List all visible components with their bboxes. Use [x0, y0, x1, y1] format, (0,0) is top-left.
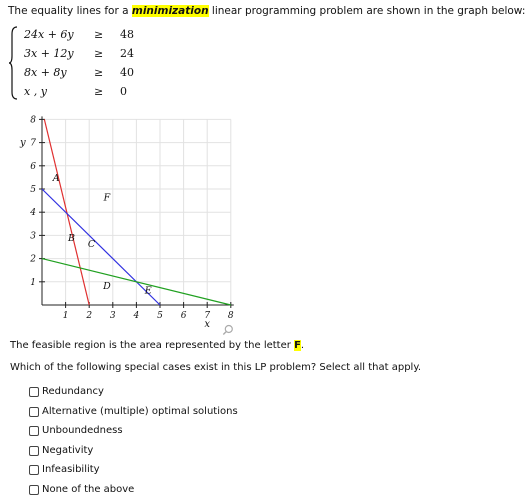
region-label-d: D — [103, 280, 111, 292]
x-tick-label: 6 — [180, 311, 187, 321]
constraint-row-4 — [24, 85, 127, 98]
constraint-op: ≥ — [94, 47, 104, 60]
constraint-lhs: x , y — [24, 85, 47, 98]
region-label-b: B — [68, 233, 75, 245]
constraint-system — [8, 26, 158, 102]
magnifier-icon — [225, 326, 232, 333]
region-label-e: E — [144, 285, 152, 297]
feasible-letter: F — [294, 340, 301, 351]
x-tick-label: 3 — [109, 311, 116, 321]
x-tick-label: 1 — [62, 311, 69, 321]
y-tick-label: 3 — [30, 231, 36, 242]
x-tick-label: 7 — [204, 311, 211, 321]
x-axis-label: x — [204, 319, 211, 330]
checkbox[interactable] — [29, 387, 39, 397]
constraint-lhs: 8x + 8y — [24, 66, 67, 79]
checkbox[interactable] — [29, 465, 39, 475]
lp-graph — [18, 105, 248, 340]
region-label-a: A — [52, 172, 60, 184]
brace-icon — [8, 26, 18, 100]
option-unboundedness[interactable] — [29, 425, 123, 436]
intro-before: The equality lines for a — [8, 5, 132, 17]
checkbox[interactable] — [29, 446, 39, 456]
y-axis-label: y — [20, 137, 26, 149]
y-tick-label: 8 — [30, 115, 36, 126]
option-redundancy[interactable] — [29, 386, 104, 397]
constraint-op: ≥ — [94, 28, 104, 41]
constraint-rhs: 40 — [120, 66, 134, 79]
y-tick-label: 2 — [30, 254, 36, 265]
y-tick-label: 7 — [30, 138, 36, 149]
y-tick-label: 4 — [30, 208, 36, 219]
option-label: Infeasibility — [42, 464, 100, 475]
y-tick-label: 6 — [30, 161, 36, 172]
option-label: Negativity — [42, 445, 94, 456]
constraint-op: ≥ — [94, 85, 104, 98]
constraint-row-3 — [24, 66, 134, 79]
x-tick-label: 8 — [227, 311, 234, 321]
option-none[interactable] — [29, 484, 134, 495]
region-label-f: F — [103, 192, 111, 204]
feasible-after: . — [300, 340, 305, 351]
intro-after: linear programming problem are shown in the graph below: — [208, 5, 525, 17]
constraint-op: ≥ — [94, 66, 104, 79]
constraint-rhs: 0 — [120, 85, 127, 98]
option-label: Unboundedness — [42, 425, 123, 436]
y-tick-label: 1 — [30, 277, 36, 288]
constraint-lhs: 3x + 12y — [24, 47, 74, 60]
constraint-rhs: 48 — [120, 28, 134, 41]
x-tick-label: 4 — [133, 311, 140, 321]
feasible-before: The feasible region is the area represented by the letter — [10, 340, 295, 351]
constraint-lhs: 24x + 6y — [24, 28, 74, 41]
intro-highlight: minimization — [131, 5, 209, 17]
y-tick-label: 5 — [30, 185, 36, 195]
checkbox[interactable] — [29, 485, 39, 495]
option-label: None of the above — [42, 484, 135, 495]
option-infeasibility[interactable] — [29, 464, 100, 475]
option-alternative-optimal[interactable] — [29, 406, 238, 417]
region-label-c: C — [87, 239, 96, 250]
option-label: Alternative (multiple) optimal solutions — [42, 406, 238, 417]
constraint-line-2 — [42, 189, 160, 305]
constraint-row-1 — [24, 28, 134, 41]
intro-text — [8, 5, 525, 17]
option-label: Redundancy — [42, 386, 104, 397]
x-tick-label: 5 — [157, 311, 163, 321]
constraint-rhs: 24 — [120, 47, 134, 60]
question-text: Which of the following special cases exist in this LP problem? Select all that apply. — [10, 362, 422, 373]
checkbox[interactable] — [29, 426, 39, 436]
magnifier-icon-handle — [223, 332, 226, 335]
constraint-row-2 — [24, 47, 134, 60]
feasible-region-text — [10, 340, 304, 351]
x-tick-label: 2 — [86, 311, 93, 321]
option-negativity[interactable] — [29, 445, 93, 456]
checkbox[interactable] — [29, 407, 39, 417]
